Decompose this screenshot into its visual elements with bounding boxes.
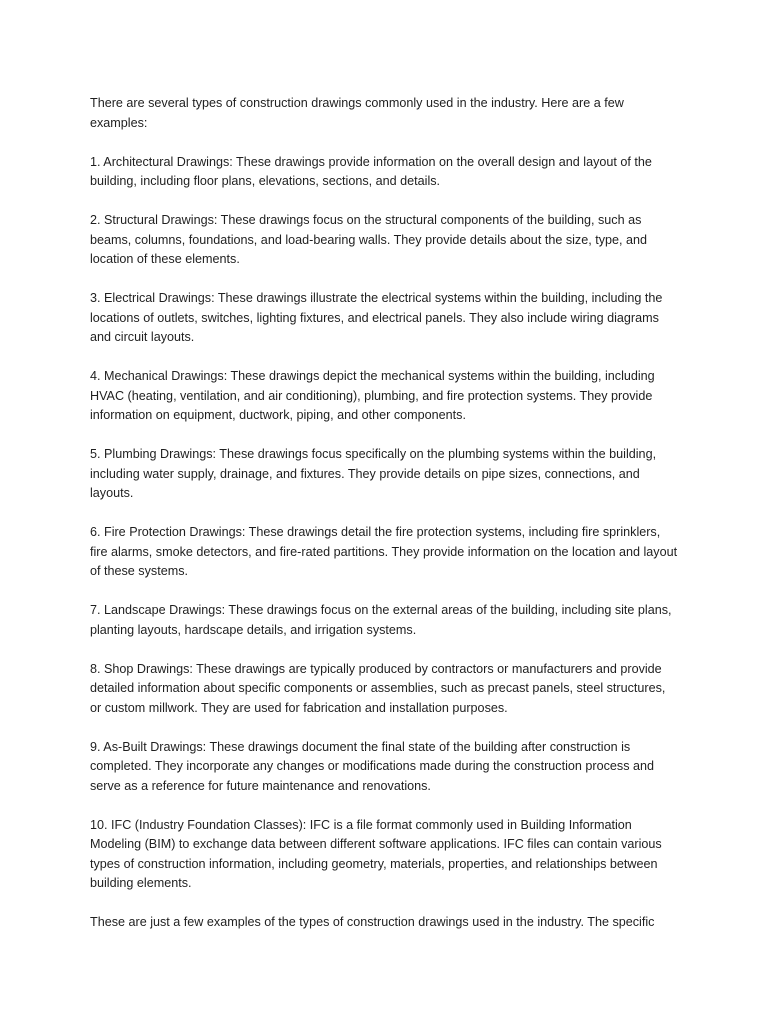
list-item-shop: 8. Shop Drawings: These drawings are typically produced by contractors or manufacturers and provide detailed information about specific components or assemblies, such as precast panels, steel structures, or custom millwork. They are used for fabrication and installation purposes. [90,661,666,715]
list-item-ifc: 10. IFC (Industry Foundation Classes): IFC is a file format commonly used in Building Information Modeling (BIM) to exchange data between different software applications. IFC files can contain various types of construction information, including geometry, materials, properties, and relationships between building elements. [90,817,662,890]
intro-paragraph: There are several types of construction drawings commonly used in the industry. Here are a few examples: [90,96,624,130]
list-item-mechanical: 4. Mechanical Drawings: These drawings depict the mechanical systems within the building, including HVAC (heating, ventilation, and air conditioning), plumbing, and fire protection systems. They provide information on equipment, ductwork, piping, and other components. [90,369,655,422]
list-item-plumbing: 5. Plumbing Drawings: These drawings focus specifically on the plumbing systems within the building, including water supply, drainage, and fixtures. They provide details on pipe sizes, connections, and layouts. [90,447,657,500]
list-item-as-built: 9. As-Built Drawings: These drawings document the final state of the building after construction is completed. They incorporate any changes or modifications made during the construction process and serve as a reference for future maintenance and renovations. [90,739,655,793]
list-item-fire-protection: 6. Fire Protection Drawings: These drawings detail the fire protection systems, including fire sprinklers, fire alarms, smoke detectors, and fire-rated partitions. They provide information on the location and layout of these systems. [90,525,678,578]
list-item-electrical: 3. Electrical Drawings: These drawings illustrate the electrical systems within the building, including the locations of outlets, switches, lighting fixtures, and electrical panels. They also include wiring diagrams and circuit layouts. [90,291,663,344]
list-item-structural: 2. Structural Drawings: These drawings focus on the structural components of the building, such as beams, columns, foundations, and load-bearing walls. They provide details about the size, type, and location of these elements. [90,213,648,266]
list-item-architectural: 1. Architectural Drawings: These drawings provide information on the overall design and layout of the building, including floor plans, elevations, sections, and details. [90,154,652,188]
list-item-landscape: 7. Landscape Drawings: These drawings focus on the external areas of the building, including site plans, planting layouts, hardscape details, and irrigation systems. [90,603,672,637]
closing-paragraph: These are just a few examples of the types of construction drawings used in the industry. The specific [90,915,655,929]
document-body [90,94,680,952]
